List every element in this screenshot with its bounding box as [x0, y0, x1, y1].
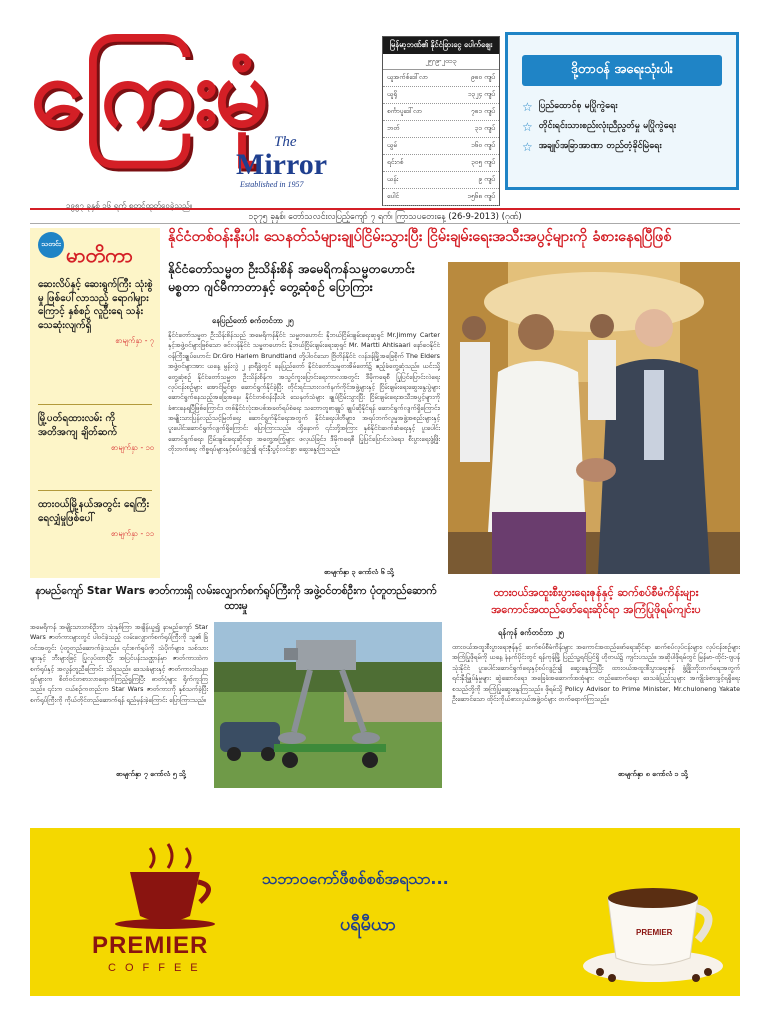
rate-value: ၇၈၁ ကျပ် — [471, 107, 495, 115]
starwars-continuation[interactable]: စာမျက်နှာ ၇ ကော်လံ ၅ သို့ — [116, 770, 186, 778]
logo-mirror: Mirror — [236, 148, 328, 181]
dawei-byline: ရန်ကုန် စက်တင်ဘာ ၂၅ — [498, 628, 564, 637]
rate-row — [383, 87, 499, 104]
ad-brand-sub: COFFEE — [108, 962, 207, 974]
rate-value: ၉ ကျပ် — [478, 175, 495, 183]
duty-text: တိုင်းရင်းသားစည်းလုံးညီညွတ်မှု မပြိုကွဲရေး — [538, 121, 677, 131]
rate-name: ယန်း — [387, 175, 399, 183]
contents-item-page: စာမျက်နှာ - ၁၁ — [111, 529, 154, 538]
duty-item — [522, 100, 722, 114]
divider — [38, 404, 152, 405]
duty-text: ပြည်ထောင်စု မပြိုကွဲရေး — [538, 101, 618, 111]
rate-row — [383, 70, 499, 87]
contents-item-page: စာမျက်နှာ - ၇ — [115, 336, 154, 345]
dawei-body: ထားဝယ်အထူးစီးပွားရေးဇုန်နှင့် ဆက်စပ်စီမံကိန်းများ အကောင်အထည်ဖော်ရေးဆိုင်ရာ ဆက်စပ်လုပ်ငန်းများ၊ လုပ်ငန်းစဉ်များ အကြံပြုဖိုရမ်ကို ယနေ့ နံနက်ပိုင်းတွင် ရန်ကုန်မြို့ ပြည်သူ့ရင်ပြင်ရှိ ဟိုတယ်၌ ကျင်းပသည်။ အဆိုပါဖိုရမ်တွင် မြန်မာ-ထိုင်း-ဂျပန် သုံးနိုင်ငံ ပူးပေါင်းဆောင်ရွက်ရေးနှင့်စပ်လျဉ်း၍ ဆွေးနွေးကြပြီး ထားဝယ်အထူးစီးပွားရေးဇုန် ဖွံ့ဖြိုးတိုးတက်ရေးအတွက် ရင်းနှီးမြှုပ်နှံမှုများ ဆွဲဆောင်ရေး၊ အခြေခံအဆောက်အအုံများ တည်ဆောက်ရေး၊ ဒေသခံပြည်သူများ အကျိုးခံစားခွင့်ရရှိရေး စသည်တို့ကို အကြံပြုဆွေးနွေးကြသည်။ ဖိုရမ်သို့ Policy Advisor to Prime Minister, Mr.chuloneng Yakate ဦးဆောင်သော ထိုင်းကိုယ်စားလှယ်အဖွဲ့ဝင်များ တက်ရောက်ကြသည်။ — [452, 643, 740, 703]
issue-dateline: ၁၃၇၅ ခုနှစ်၊ တော်သလင်းလပြည့်ကျော် ၇ ရက်၊ ကြာသပတေးနေ့ (26-9-2013) (ဂုဏ်) — [30, 208, 740, 224]
duty-text: အချုပ်အခြာအာဏာ တည်တံ့ခိုင်မြဲရေး — [538, 141, 662, 151]
contents-item[interactable] — [38, 412, 154, 454]
contents-badge: သတင်း — [38, 232, 64, 258]
contents-item-page: စာမျက်နှာ - ၁၀ — [111, 443, 154, 452]
rate-name: ယွမ် — [387, 141, 398, 149]
star-icon: ☆ — [522, 140, 533, 154]
starwars-body: အမေရိကန် အမျိုးသားတစ်ဦးက သုံးနှစ်ကြာ အချိန်ယူ၍ နာမည်ကျော် Star Wars ဇာတ်ကားများတွင် ပါဝင်ခဲ့သည့် လမ်းလျှောက်စက်ရုပ်ကြီးကို သူ၏ ခြံဝင်းအတွင်း ပုံတူတည်ဆောက်ခဲ့သည်။ ၎င်းစက်ရုပ်ကို သံပိုက်များ၊ သစ်သားများနှင့် ဘီးများဖြင့် ပြုလုပ်ထားပြီး အပြင်ပန်းသဏ္ဌာန်မှာ ဇာတ်ကားထဲက စက်ရုပ်နှင့် အလွန်တူညီကြောင်း သိရသည်။ ဒေသခံများနှင့် ဇာတ်ကားဝါသနာရှင်များက စိတ်ဝင်တစားလာရောက်ကြည့်ရှုကြပြီး ဓာတ်ပုံများ ရိုက်ကူးကြသည်။ ၎င်းက ငယ်စဉ်ကတည်းက Star Wars ဇာတ်ကားကို နှစ်သက်ခဲ့ပြီး စက်ရုပ်ကြီးကို ကိုယ်တိုင်တည်ဆောက်ရန် ရည်မှန်းခဲ့ကြောင်း ပြောကြားသည်။ — [30, 623, 208, 704]
duties-title: ဒို့တာဝန် အရေးသုံးပါး — [522, 55, 722, 86]
rate-name: ရင်းဂစ် — [387, 158, 404, 166]
lead-body: နိုင်ငံတော်သမ္မတ ဦးသိန်းစိန်သည် အမေရိကန်နိုင်ငံ သမ္မတဟောင်း နိုဘယ်ငြိမ်းချမ်းရေးဆုရှင် Mr.Jimmy Carter နှင့်အဖွဲ့ဝင်များဖြစ်သော ဖင်လန်နိုင်ငံ သမ္မတဟောင်း နိုဘယ်ငြိမ်းချမ်းရေးဆုရှင် Mr. Martti Ahtisaari နော်ဝေနိုင်ငံ ဝန်ကြီးချုပ်ဟောင်း Dr.Gro Harlem Brundtland တို့ပါဝင်သော ဗြိတိန်နိုင်ငံ လန်ဒန်မြို့အခြေစိုက် The Elders အဖွဲ့ဝင်များအား ယနေ့ မွန်းလွဲ ၂ နာရီခွဲတွင် နေပြည်တော် နိုင်ငံတော်သမ္မတအိမ်တော်၌ ဧည့်ခံတွေ့ဆုံသည်။ ယင်းသို့တွေ့ဆုံစဉ် နိုင်ငံတော်သမ္မတ ဦးသိန်းစိန်က အသွင်ကူးပြောင်းရေးကာလအတွင်း ဒီမိုကရေစီ ပြုပြင်ပြောင်းလဲရေး လုပ်ငန်းစဉ်များ အောင်မြင်စွာ ဆောင်ရွက်နိုင်ခဲ့ပြီး တိုင်းရင်းသားလက်နက်ကိုင်အဖွဲ့များနှင့် ငြိမ်းချမ်းရေးဆွေးနွေးပွဲများ ဆောင်ရွက်နေသည့်အခြေအနေ၊ နိုင်ငံတစ်ဝန်းနီးပါး သေနတ်သံများ ချုပ်ငြိမ်းသွားပြီး ငြိမ်းချမ်းရေးအသီးအပွင့်များကို ခံစားနေရပြီဖြစ်ကြောင်း၊ တစ်နိုင်ငံလုံးအပစ်အခတ်ရပ်စဲရေး သဘောတူစာချုပ် ချုပ်ဆိုနိုင်ရန် ဆောင်ရွက်လျက်ရှိကြောင်း၊ အမျိုးသားပြန်လည်သင့်မြတ်ရေး ဆောင်ရွက်နိုင်ရေးအတွက် နိုင်ငံရေးပါတီများ၊ အရပ်ဘက်လူမှုအဖွဲ့အစည်းများနှင့် ပူးပေါင်းဆောင်ရွက်လျက်ရှိကြောင်း ပြောကြားသည်။ ထို့နောက် ၎င်းတို့အကြား နှစ်နိုင်ငံဆက်ဆံရေးနှင့် ပူးပေါင်းဆောင်ရွက်ရေး၊ ငြိမ်းချမ်းရေးဆိုင်ရာ အတွေ့အကြုံများ ဖလှယ်ခြင်း၊ ဒီမိုကရေစီ ပြုပြင်ပြောင်းလဲရေး၊ စီးပွားရေးဖွံ့ဖြိုးတိုးတက်ရေး ကိစ္စရပ်များနှင့်စပ်လျဉ်း၍ ရင်းနှီးပွင့်လင်းစွာ ဆွေးနွေးကြသည်။ — [168, 331, 440, 454]
rate-row — [383, 189, 499, 206]
rates-title: မြန်မာ့ဘဏ်၏ နိုင်ငံခြားငွေ ပေါက်ဈေး — [383, 37, 499, 54]
rate-value: ၉၈၀ ကျပ် — [471, 73, 495, 81]
rate-value: ၁၃၂၄ ကျပ် — [467, 90, 495, 98]
rate-name: ဘတ် — [387, 124, 400, 132]
logo-established: Established in 1957 — [240, 180, 304, 189]
logo-the: The — [274, 134, 297, 150]
star-icon: ☆ — [522, 100, 533, 114]
lead-subheadline: နိုင်ငံတော်သမ္မတ ဦးသိန်းစိန် အမေရိကန်သမ္မတဟောင်း မစ္စတာ ဂျင်မီကာတာနှင့် တွေ့ဆုံစဉ် ပြောကြား — [168, 261, 415, 295]
masthead — [30, 30, 370, 210]
walker-robot-photo — [214, 622, 442, 788]
cup-brand: PREMIER — [636, 928, 673, 937]
contents-header — [38, 232, 152, 272]
rate-row — [383, 138, 499, 155]
coffee-advertisement[interactable] — [30, 828, 740, 996]
rate-row — [383, 172, 499, 189]
rate-value: ၁၅၆၈ ကျပ် — [467, 192, 495, 200]
contents-item-headline: မြို့ပတ်ရထားလမ်း ကိုအတိအကျ ချိတ်ဆက် — [38, 413, 118, 438]
walker-photo — [214, 622, 442, 788]
contents-rail — [30, 228, 160, 578]
rate-value: ၃၀၅ ကျပ် — [471, 158, 495, 166]
exchange-rates-box — [382, 36, 500, 206]
ad-brand: PREMIER — [92, 932, 209, 959]
star-icon: ☆ — [522, 120, 533, 134]
divider — [38, 490, 152, 491]
newspaper-logo: ကြေးမုံ — [30, 35, 266, 148]
contents-item-headline: ဆေးလိပ်နှင့် ဆေးရွက်ကြီး သုံးစွဲမှု ဖြစ်ပေါ်လာသည့် ရောဂါများကြောင့် နှစ်စဉ် လူဦးရေ သန်း သေဆုံးလျက်ရှိ — [38, 279, 153, 331]
rate-value: ၃၁ ကျပ် — [474, 124, 495, 132]
ad-product-name: ပရီမီယာ — [340, 914, 396, 935]
rate-row — [383, 155, 499, 172]
duty-item — [522, 120, 722, 134]
starwars-headline: နာမည်ကျော် Star Wars ဇာတ်ကားရှိ လမ်းလျှောက်စက်ရုပ်ကြီးကို အဖွဲ့ဝင်တစ်ဦးက ပုံတူတည်ဆောက်ထားမှု — [35, 585, 437, 613]
rates-date: ၂၅-၉-၂၀၁၃ — [383, 54, 499, 70]
coffee-cup-photo — [578, 848, 728, 988]
dawei-continuation[interactable]: စာမျက်နှာ ၈ ကော်လံ ၁ သို့ — [618, 770, 688, 778]
duties-box — [505, 32, 739, 190]
contents-item-headline: ထားဝယ်မြို့နယ်အတွင်း ရေကြီးရေလျှံမှုဖြစ်ပေါ် — [38, 499, 150, 524]
rate-name: ယူရို — [387, 90, 398, 98]
ad-slogan: သဘာဝကော်ဖီစစ်စစ်အရသာ... — [262, 869, 449, 888]
rate-row — [383, 104, 499, 121]
lead-continuation[interactable]: စာမျက်နှာ ၃ ကော်လံ ၆ သို့ — [324, 568, 394, 576]
masthead-tagline: ၁၉၅၇ ခုနှစ် ၁၆ ရက် စတင်ထုတ်ဝေခဲ့သည်။ — [66, 201, 193, 210]
rate-value: ၁၆၀ ကျပ် — [471, 141, 495, 149]
contents-item[interactable] — [38, 498, 154, 540]
contents-item[interactable] — [38, 278, 154, 347]
rate-name: ယူအက်စ်ဒေါ်လာ — [387, 73, 428, 81]
rate-name: စင်္ကာပူဒေါ်လာ — [387, 107, 422, 115]
coffee-cup-logo-icon — [90, 842, 240, 932]
lead-headline: နိုင်ငံတစ်ဝန်းနီးပါး သေနတ်သံများချုပ်ငြိမ်းသွားပြီး ငြိမ်းချမ်းရေးအသီးအပွင့်များကို ခံစားနေရပြီဖြစ် — [168, 229, 672, 245]
duty-item — [522, 140, 722, 154]
rate-name: ပေါင် — [387, 192, 399, 200]
contents-title: မာတိကာ — [66, 243, 133, 267]
dawei-headline: ထားဝယ်အထူးစီးပွားရေးဇုန်နှင့် ဆက်စပ်စီမံကိန်းများ အကောင်အထည်ဖော်ရေးဆိုင်ရာ အကြံပြုဖိုရမ်ကျင်းပ — [491, 586, 701, 617]
rate-row — [383, 121, 499, 138]
handshake-photo — [448, 262, 740, 574]
lead-byline: နေပြည်တော် စက်တင်ဘာ ၂၅ — [212, 316, 294, 325]
lead-photo — [448, 262, 740, 574]
